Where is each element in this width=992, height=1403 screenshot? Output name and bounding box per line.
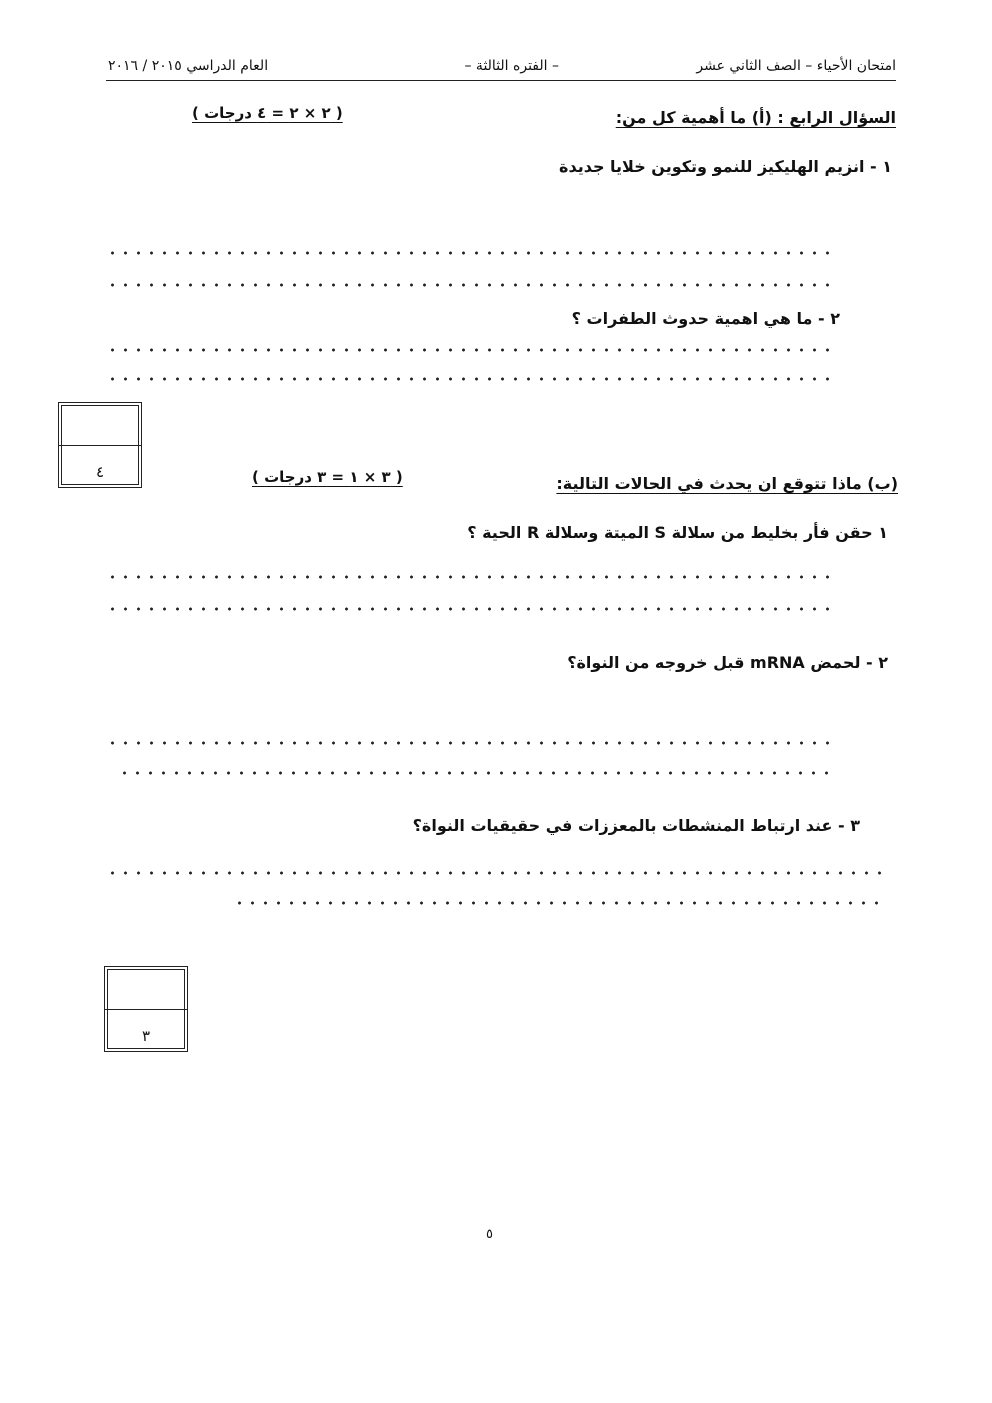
header-rule <box>106 80 896 81</box>
score-max-label: ٣ <box>141 1027 151 1045</box>
answer-line <box>233 900 888 906</box>
section-b-question-1: ١ حقن فأر بخليط من سلالة S الميتة وسلالة R الحية ؟ <box>467 523 888 542</box>
answer-line <box>106 282 836 288</box>
section-a-heading: السؤال الرابع : (أ) ما أهمية كل من: <box>615 108 896 127</box>
section-b-question-3: ٣ - عند ارتباط المنشطات بالمعززات في حقيقيات النواة؟ <box>412 816 860 835</box>
page-number: ٥ <box>486 1227 493 1242</box>
section-a-marks: ( ٢ × ٢ = ٤ درجات ) <box>192 104 343 122</box>
answer-line <box>118 770 831 776</box>
score-box-section-b <box>104 966 188 1052</box>
section-a-question-1: ١ - انزيم الهليكيز للنمو وتكوين خلايا جديدة <box>559 157 892 176</box>
score-box-section-a <box>58 402 142 488</box>
answer-line <box>106 250 836 256</box>
section-b-question-2: ٢ - لحمض mRNA قبل خروجه من النواة؟ <box>567 653 888 672</box>
answer-line <box>106 574 831 580</box>
answer-line <box>106 376 836 382</box>
exam-term: – الفتره الثالثة – <box>464 58 559 74</box>
answer-line <box>106 740 831 746</box>
answer-line <box>106 606 831 612</box>
section-a-question-2: ٢ - ما هي اهمية حدوث الطفرات ؟ <box>571 309 840 328</box>
academic-year: العام الدراسي ٢٠١٥ / ٢٠١٦ <box>108 58 269 74</box>
section-b-heading: (ب) ماذا تتوقع ان يحدث في الحالات التالية: <box>556 474 898 493</box>
section-b-marks: ( ٣ × ١ = ٣ درجات ) <box>252 468 403 486</box>
answer-line <box>106 870 888 876</box>
answer-line <box>106 347 836 353</box>
exam-title: امتحان الأحياء – الصف الثاني عشر <box>696 58 896 74</box>
score-max-label: ٤ <box>95 463 105 481</box>
